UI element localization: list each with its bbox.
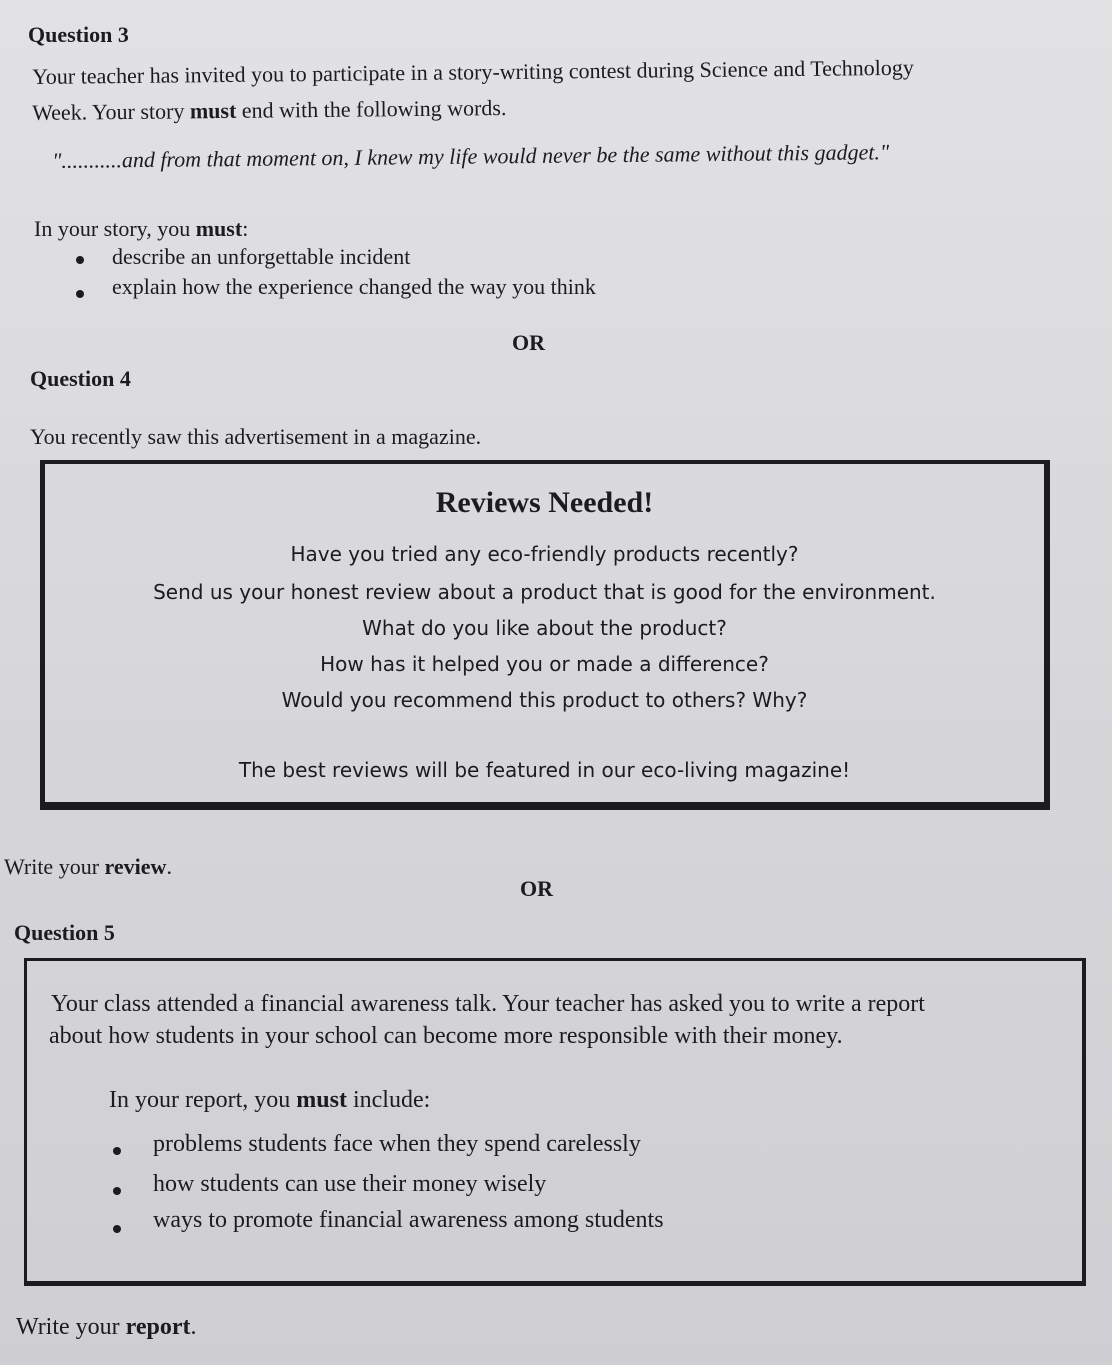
or-divider-2: OR [520,876,553,901]
question-5-bullet-3: ways to promote financial awareness among students [153,1207,664,1233]
or-divider-1: OR [512,330,545,355]
question-3-ending-quote: "...........and from that moment on, I knew my life would never be the same without this gadget." [52,139,890,173]
advertisement-box [40,460,1050,810]
question-5-bullet-2: how students can use their money wisely [153,1171,547,1197]
question-5-bullet-1: problems students face when they spend carelessly [153,1131,641,1157]
advertisement-line: The best reviews will be featured in our eco-living magazine! [238,758,851,782]
advertisement-line: Send us your honest review about a product that is good for the environment. [153,580,936,604]
question-5-heading: Question 5 [14,920,115,945]
advertisement-line: How has it helped you or made a difference? [320,652,769,676]
advertisement-line: Would you recommend this product to others? Why? [281,688,808,712]
report-task-box [24,958,1086,1286]
bullet-icon [76,290,84,298]
advertisement-line: What do you like about the product? [362,616,727,640]
question-5-intro-line-2: about how students in your school can become more responsible with their money. [49,1023,843,1049]
question-4-heading: Question 4 [30,366,131,391]
advertisement-line: Have you tried any eco-friendly products recently? [290,542,799,566]
bullet-icon [76,256,84,264]
question-5-intro-line-1: Your class attended a financial awareness talk. Your teacher has asked you to write a report [51,991,925,1017]
question-3-heading: Question 3 [28,22,129,47]
bullet-icon [113,1187,121,1195]
advertisement-title: Reviews Needed! [435,486,654,519]
question-5-write-instruction: Write your report. [16,1314,197,1340]
question-3-must-line: In your story, you must: [34,216,249,241]
question-3-intro-line-2: Week. Your story must end with the following words. [32,95,507,125]
question-5-must-line: In your report, you must include: [109,1087,431,1113]
bullet-icon [113,1225,121,1233]
bullet-icon [113,1147,121,1155]
question-4-write-instruction: Write your review. [4,854,172,879]
question-4-intro: You recently saw this advertisement in a magazine. [30,424,482,449]
question-3-intro-line-1: Your teacher has invited you to participate in a story-writing contest during Science and Technology [32,54,914,89]
question-3-bullet-2: explain how the experience changed the way you think [112,274,596,299]
question-3-bullet-1: describe an unforgettable incident [112,244,411,269]
